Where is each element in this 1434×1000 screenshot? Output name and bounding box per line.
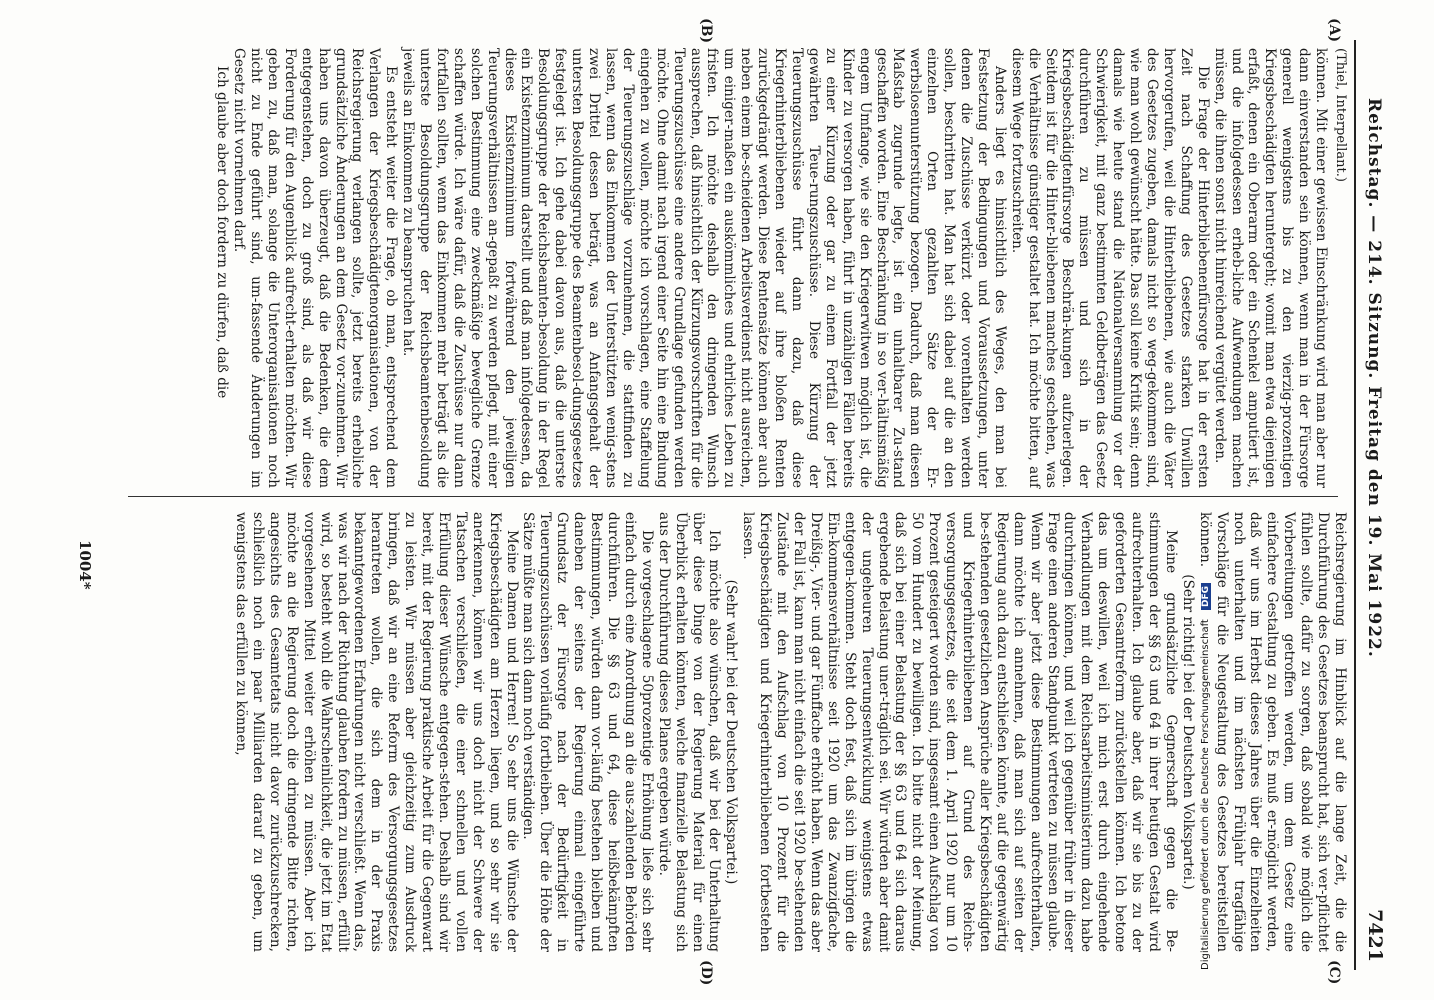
header-title: Reichstag. — 214. Sitzung. Freitag den 19. Mai 1922. [1364,98,1384,658]
margin-marker-a: (A) [1326,18,1342,43]
paragraph: Ich glaube aber doch fordern zu dürfen, daß die [214,66,231,399]
paragraph: Anders liegt es hinsichtlich des Weges, den man bei Festsetzung der Bedingungen und Voraussetzungen, unter denen die Zuschüsse verkürzt oder vorenthalten werden sollen, beschritten hat. Man hat sich dabei auf die an den einzelnen Orten gezahlten Sätze der Er-werbslosenunterstützung bezogen. Dadurch, daß man diesen Maßstab zugrunde legte, ist ein unhaltbarer Zu-stand geschaffen worden. Eine Beschränkung in so ver-hältnismäßig engem Umfange, wie sie den Kriegerwitwen möglich ist, die Kinder zu versorgen haben, führt in unzähligen Fällen bereits zu einer Kürzung oder gar zu einem Fortfall der jetzt gewährten Teue-rungszuschüsse. Diese Kürzung der Teuerungszuschüsse führt dann dazu, daß diese Kriegerhinterbliebenen wieder auf ihre bloßen Renten zurückgedrängt werden. Diese Rentensätze können aber auch neben einem be-scheidenen Arbeitsverdienst nicht ausreichen, um einiger-maßen ein auskömmliches und ehrliches Leben zu fristen. Ich möchte deshalb den dringenden Wunsch aussprechen, daß hinsichtlich der Kürzungsvorschriften für die Teuerungszuschüsse eine andere Grundlage gefunden werden möchte. Ohne damit nach irgend einer Seite hin eine Bindung eingehen zu wollen, möchte ich vorschlagen, eine Staffelung der Teuerungszuschläge vorzunehmen, die stattfinden zu lassen, wenn das Einkommen der Unterstützten wenig-stens zwei Drittel dessen beträgt, was an Anfangsgehalt der untersten Besoldungsgruppe des Beamtenbesol-dungsgesetzes festgelegt ist. Ich gehe dabei davon aus, daß die unterste Besoldungsgruppe der Reichsbeamten-besoldung in der Regel ein Existenzminimum darstellt und daß man infolgedessen, da dieses Existenzminimum fortwährend den jeweiligen Teuerungsverhältnissen an-gepaßt zu werden pflegt, mit einer solchen Bestimmung eine zweckmäßige bewegliche Grenze schaffen würde. Ich wäre dafür, daß die Zuschüsse nur dann fortfallen sollten, wenn das Einkommen mehr beträgt als die unterste Besoldungsgruppe der Reichsbeamtenbesoldung jeweils an Einkommen zu beanspruchen hat. [400,48,1008,488]
paragraph: Ich möchte also wünschen, daß wir bei der Unterhaltung über diese Dinge von der Regierung Material für einen Überblick erhalten könnten, welche finanzielle Belastung sich aus der Durchführung dieses Planes ergeben würde. [655,512,723,952]
speaker-label: (Thiel, Interpellant.) [1333,48,1348,182]
signature-mark: 1004* [76,540,94,590]
page-number: 7421 [1364,909,1386,962]
column-divider [128,496,1338,497]
paragraph: Die Frage der Hinterbliebenenfürsorge hat in der ersten Zeit nach Schaffung des Gesetzes starken Unwillen hervorgerufen, weil die Hinterbliebenen, wie auch die Väter des Gesetzes zugeben, damals nicht so weg-gekommen sind, wie man wohl gewünscht hätte. Das soll keine Kritik sein; denn damals wie heute stand die Nationalversammlung vor der Schwierigkeit, mit ganz bestimmten Geldbeträgen das Gesetz durchführen zu müssen und sich in der Kriegsbeschädigtenfürsorge Beschrän-kungen aufzuerlegen. Seitdem ist für die Hinter-bliebenen manches geschehen, was die Verhältnisse günstiger gestaltet hat. Ich möchte bitten, auf diesem Wege fortzuschreiten. [1008,48,1211,488]
dfg-logo-icon: DFG [1201,583,1211,610]
paragraph: Es entsteht weiter die Frage, ob man, entsprechend dem Verlangen der Kriegsbeschädigtenorganisationen, von der Reichsregierung verlangen sollte, jetzt bereits erhebliche grundsätzliche Änderungen an dem Gesetz vor-zunehmen. Wir haben uns davon überzeugt, daß die Bedenken, die dem entgegenstehen, doch zu groß sind, als daß wir diese Forderung für den Augenblick aufrecht-erhalten möchten. Wir geben zu, daß man, solange die Unterorganisationen noch nicht zu Ende geführt sind, um-fassende Änderungen im Gesetz nicht vornehmen darf. [231,48,400,488]
margin-marker-d: (D) [698,960,714,986]
paragraph: Meine grundsätzliche Gegnerschaft gegen die Be-stimmungen der §§ 63 und 64 in ihrer heutigen Gestalt wird aufrechterhalten. Ich glaube aber, daß wir sie bis zu der geforderten Gesamtreform zurückstellen können. Ich betone das um deswillen, weil ich mich erst durch eingehende Verhandlungen mit dem Reichsarbeitsministerium dazu habe durchringen können, und weil ich gegenüber früher in dieser Frage einen anderen Standpunkt vertreten zu müssen glaube. Wenn wir aber jetzt diese Bestimmungen aufrechterhalten, dann möchte ich annehmen, daß man sich auf seiten der Regierung auch dazu entschließen könnte, auf die gegenwärtig be-stehenden gesetzlichen Ansprüche aller Kriegsbeschädigten und Kriegerhinterbliebenen auf Grund des Reichs-versorgungsgesetzes, die seit dem 1. April 1920 nur um 10 Prozent gesteigert worden sind, insgesamt einen Aufschlag von 50 vom Hundert zu bewilligen. Ich bitte nicht der Meinung, daß sich bei einer Belastung der §§ 63 und 64 sich daraus ergebende Belastung uner-träglich sei. Wir würden aber damit der ungeheuren Teuerungsentwicklung wenigstens etwas entgegen-kommen. Steht doch fest, daß sich im übrigen die Ein-kommensverhältnisse seit 1920 um das Zwanzigfache, Dreißig-, Vier- und gar Fünffache erhöht haben. Wenn das aber der Fall ist, kann man nicht einfach die seit 1920 be-stehenden Zustände mit den Aufschlag von 10 Prozent für die Kriegsbeschädigten und Kriegerhinterbliebenen fortbestehen lassen. [740,512,1179,952]
interjection: (Sehr wahr! bei der Deutschen Volkspartei.) [723,579,740,885]
paragraph: Die vorgeschlagene 50prozentige Erhöhung ließe sich sehr einfach durch eine Anordnung an die aus-zahlenden Behörden durchführen. Die §§ 63 und 64, diese heißbekämpften Bestimmungen, würden dann vor-läufig bestehen bleiben und daneben der seitens der Regierung einmal eingeführte Grundsatz der Fürsorge nach der Bedürftigkeit in Teuerungszuschüssen vorläufig fortbleiben. Über die Höhe der Sätze müßte man sich dann noch verständigen. [520,512,655,952]
paragraph: Reichsregierung im Hinblick auf die lange Zeit, die die Durchführung des Gesetzes beansprucht hat, sich ver-pflichtet fühlen sollte, dafür zu sorgen, daß sobald wie möglich die Vorbereitungen getroffen werden, um dem Gesetz eine einfachere Gestaltung zu geben. Es muß er-möglicht werden, daß wir uns im Herbst dieses Jahres über die Einzelheiten noch unterhalten und im nächsten Frühjahr tragfähige Vorschläge für die Neugestaltung des Gesetzes bereitstellen können. [1196,512,1348,952]
left-column [213,48,1348,488]
credit-text: Digitalisierung gefördert durch die Deutsche Forschungsgemeinschaft [1200,619,1211,970]
paragraph: Meine Damen und Herren! So sehr uns die Wünsche der Kriegsbeschädigten am Herzen liegen, und so sehr wir sie anerkennen, können wir uns doch nicht der Schwere der Tatsachen verschließen, die einer schnellen und vollen Erfüllung dieser Wünsche entgegen-stehen. Deshalb sind wir bereit, mit der Regierung praktische Arbeit für die Gegenwart zu leisten. Wir müssen aber gleichzeitig zum Ausdruck bringen, daß wir an eine Reform des Versorgungsgesetzes herantreten wollen, die sich dem in der Praxis bekanntgewordenen Erfahrungen nicht verschließt. Wenn das, was wir nach der Richtung glauben fordern zu müssen, erfüllt wird, so besteht wohl die Wahrscheinlichkeit, die jetzt im Etat vorgesehenen Mittel weiter erhöhen zu müssen. Aber ich möchte an die Regierung doch die dringende Bitte richten, angesichts des Gesamtetats nicht davor zurückzuschrecken, schließlich noch ein paar Milliarden darauf zu geben, um wenigstens das erfüllen zu können, [233,512,520,952]
digitization-credit [1200,583,1211,970]
margin-marker-b: (B) [698,18,714,44]
interjection: (Sehr richtig! bei der Deutschen Volkspartei.) [1179,574,1196,890]
page-header [1354,40,1390,970]
paragraph: können. Mit einer gewissen Einschränkung wird man aber nur dann einverstanden sein können, wenn man in der Fürsorge generell wenigstens bis zu den vierzig-prozentigen Kriegsbeschädigten heruntergeht; womit man etwa diejenigen erfaßt, denen ein Oberarm oder ein Schenkel amputiert ist, und die infolgedessen erheb-liche Aufwendungen machen müssen, die ihnen sonst nicht hinreichend vergütet werden. [1211,48,1330,488]
margin-marker-c: (C) [1326,960,1342,985]
right-column [232,512,1348,952]
